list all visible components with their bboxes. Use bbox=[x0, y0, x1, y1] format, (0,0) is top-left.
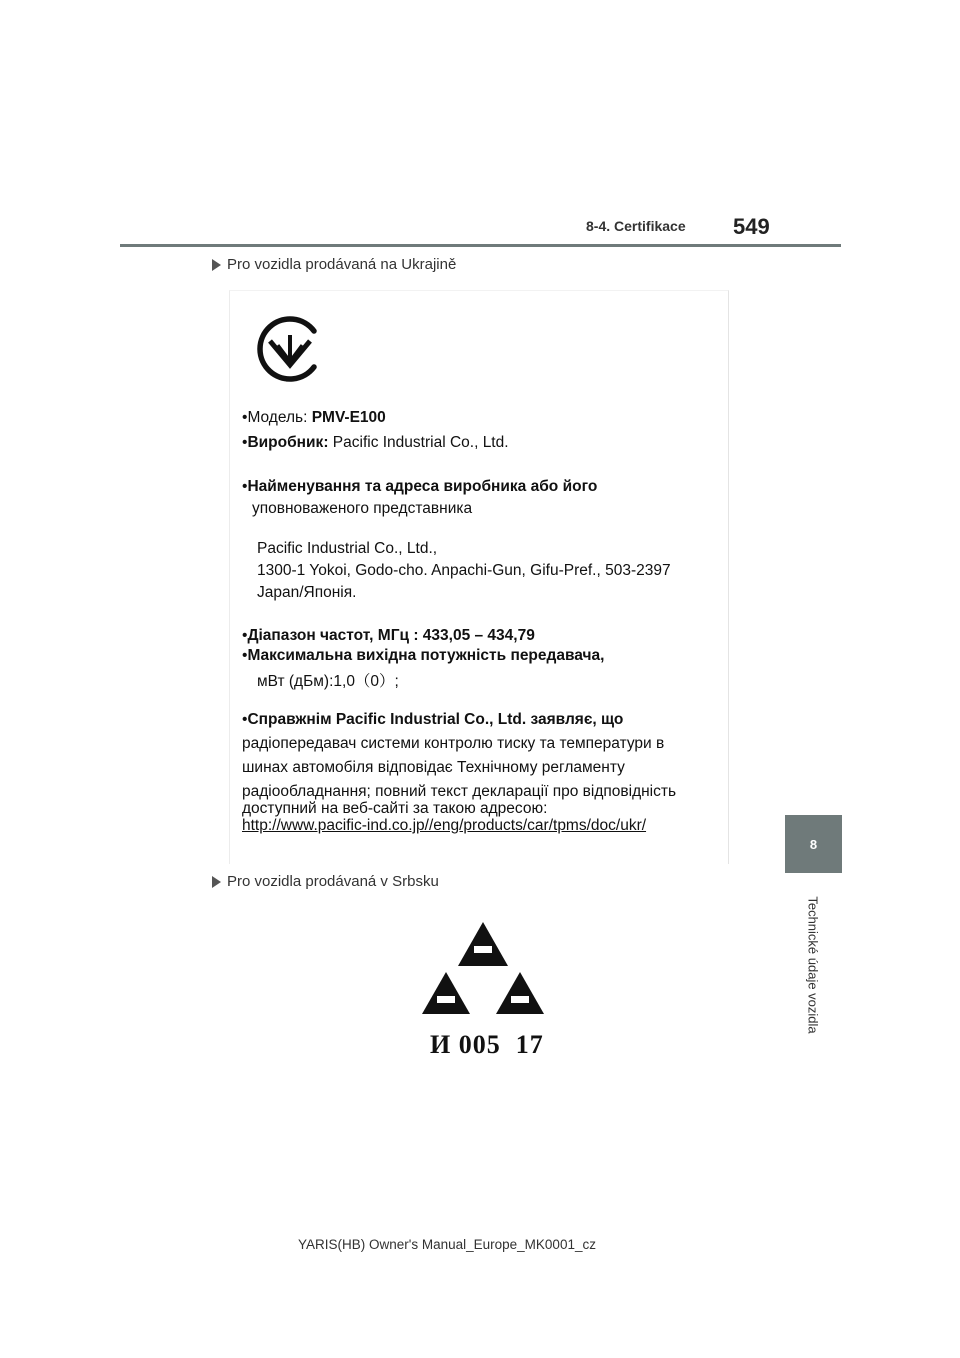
ukraine-conformity-mark-icon bbox=[254, 313, 326, 385]
declaration-line-3: шинах автомобіля відповідає Технічному регламенту bbox=[242, 759, 625, 776]
serbia-mark-code: И 005 17 bbox=[430, 1030, 544, 1059]
serbia-triangle-mark-icon bbox=[418, 918, 548, 1018]
chapter-tab: 8 bbox=[785, 815, 842, 873]
declaration-line-5: доступний на веб-сайті за такою адресою: bbox=[242, 800, 548, 817]
maker-line: •Виробник: Pacific Industrial Co., Ltd. bbox=[242, 434, 509, 451]
declaration-url[interactable]: http://www.pacific-ind.co.jp//eng/products/car/tpms/doc/ukr/ bbox=[242, 817, 647, 834]
power-line-1: •Максимальна вихідна потужність передавача, bbox=[242, 647, 605, 664]
bullet-triangle-icon bbox=[212, 259, 221, 271]
section-title: 8-4. Certifikace bbox=[586, 218, 686, 234]
name-address-line-1: •Найменування та адреса виробника або його bbox=[242, 478, 598, 495]
frequency-line: •Діапазон частот, МГц : 433,05 – 434,79 bbox=[242, 627, 535, 644]
ukraine-certificate bbox=[229, 290, 729, 864]
name-address-line-2: уповноваженого представника bbox=[252, 500, 473, 517]
ukraine-heading-text: Pro vozidla prodávaná na Ukrajině bbox=[227, 256, 457, 273]
country-line: Japan/Японія. bbox=[257, 584, 357, 601]
address-line: 1300-1 Yokoi, Godo-cho. Anpachi-Gun, Gifu-Pref., 503-2397 bbox=[257, 562, 671, 579]
page-number: 549 bbox=[733, 214, 770, 239]
ukraine-heading bbox=[212, 256, 456, 273]
page-footer: YARIS(HB) Owner's Manual_Europe_MK0001_cz bbox=[298, 1237, 596, 1252]
bullet-triangle-icon bbox=[212, 876, 221, 888]
declaration-line-1: •Справжнім Pacific Industrial Co., Ltd. заявляє, що bbox=[242, 711, 624, 728]
chapter-side-label: Technické údaje vozidla bbox=[805, 896, 821, 1034]
serbia-heading bbox=[212, 873, 439, 890]
declaration-line-2: радіопередавач системи контролю тиску та температури в bbox=[242, 735, 665, 752]
model-line: •Модель: PMV-E100 bbox=[242, 409, 386, 426]
company-line: Pacific Industrial Co., Ltd., bbox=[257, 540, 438, 557]
serbia-heading-text: Pro vozidla prodávaná v Srbsku bbox=[227, 873, 439, 890]
header-divider bbox=[120, 244, 841, 247]
power-line-2: мВт (дБм):1,0（0）; bbox=[257, 673, 399, 690]
declaration-line-4: радіообладнання; повний текст декларації про відповідність bbox=[242, 783, 677, 800]
